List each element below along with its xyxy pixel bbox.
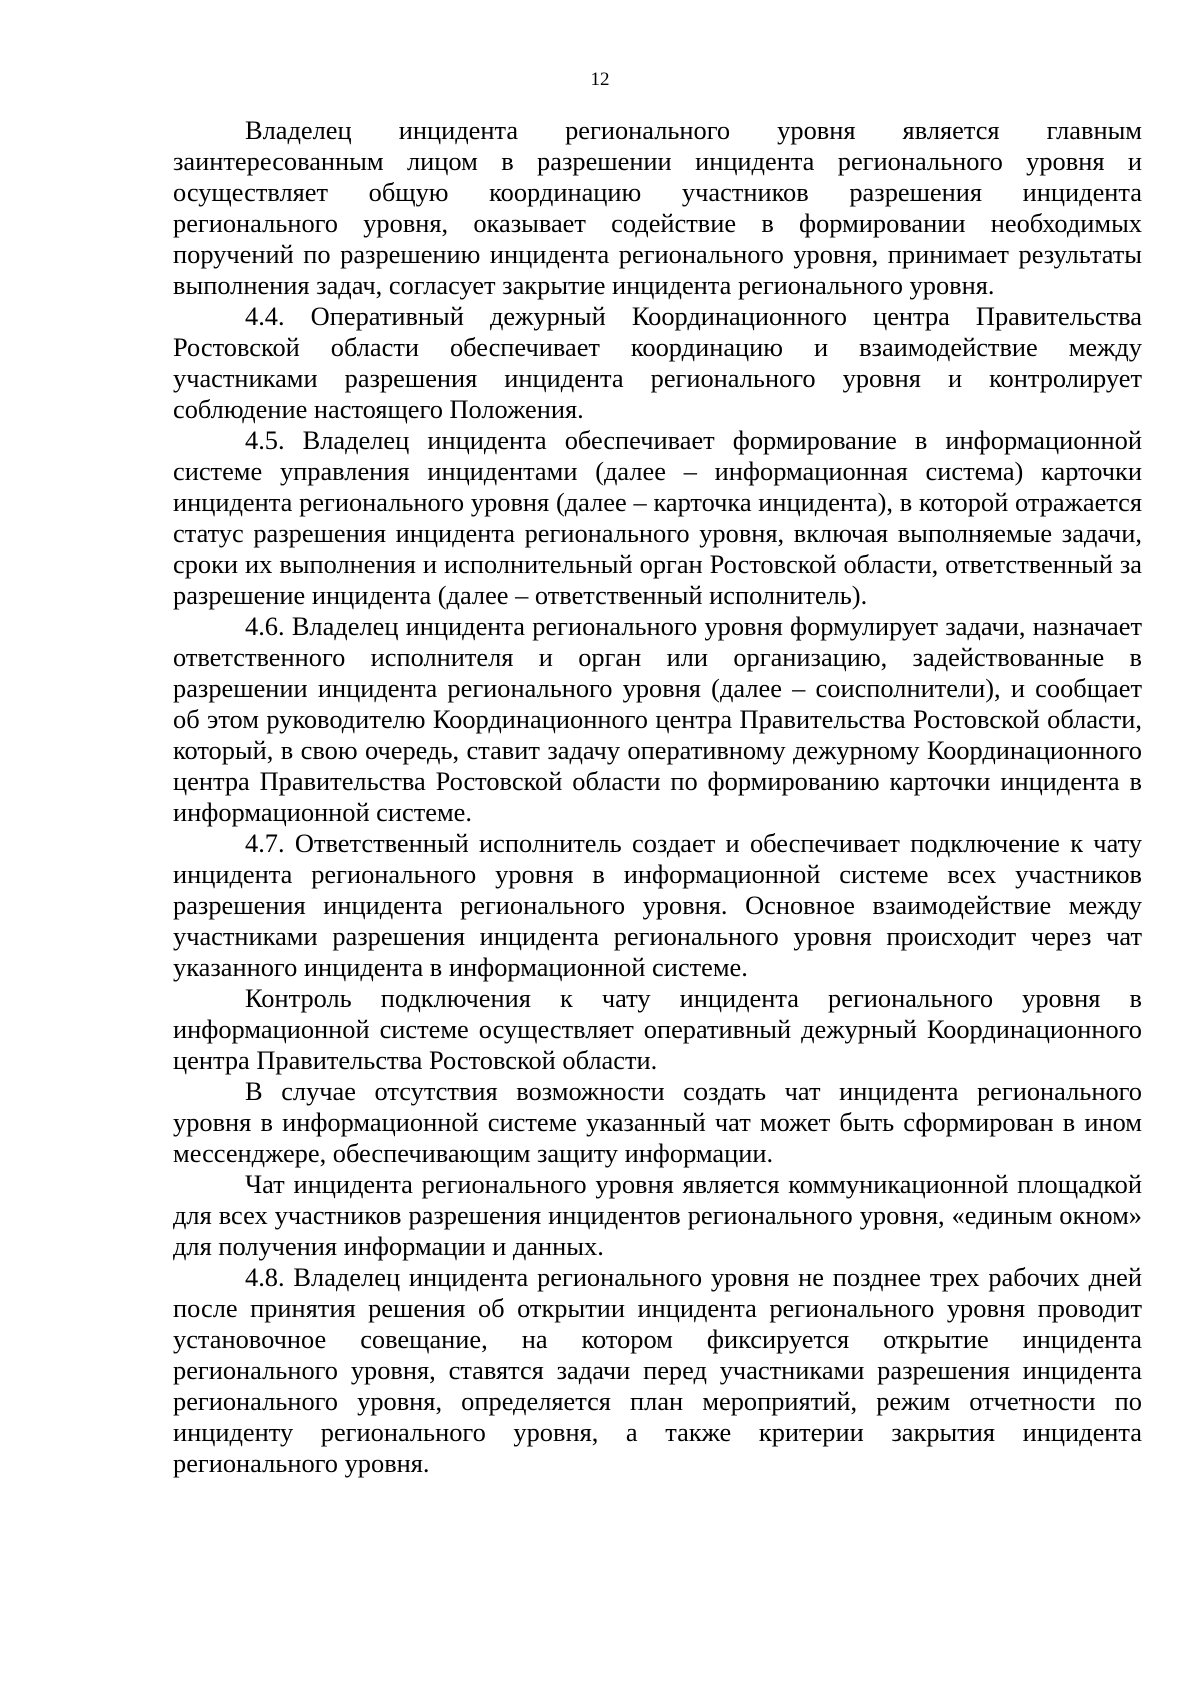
paragraph-4-7: 4.7. Ответственный исполнитель создает и обеспечивает подключение к чату инцидента регионального уровня в информационной системе всех участников разрешения инцидента регионального уровня. Основное взаимодействие между участниками разрешения инцидента регионального уровня происходит через чат указанного инцидента в информационной системе. <box>173 828 1142 982</box>
paragraph-owner-role: Владелец инцидента регионального уровня является главным заинтересованным лицом в разрешении инцидента регионального уровня и осуществляет общую координацию участников разрешения инцидента регионального уровня, оказывает содействие в формировании необходимых поручений по разрешению инцидента регионального уровня, принимает результаты выполнения задач, согласует закрытие инцидента регионального уровня. <box>173 115 1142 300</box>
page-number: 12 <box>590 69 610 90</box>
paragraph-4-4: 4.4. Оперативный дежурный Координационного центра Правительства Ростовской области обеспечивает координацию и взаимодействие между участниками разрешения инцидента регионального уровня и контролирует соблюдение настоящего Положения. <box>173 301 1142 424</box>
paragraph-4-6: 4.6. Владелец инцидента регионального уровня формулирует задачи, назначает ответственного исполнителя и орган или организацию, задействованные в разрешении инцидента регионального уровня (далее – соисполнители), и сообщает об этом руководителю Координационного центра Правительства Ростовской области, который, в свою очередь, ставит задачу оперативному дежурному Координационного центра Правительства Ростовской области по формированию карточки инцидента в информационной системе. <box>173 611 1142 827</box>
paragraph-alternative-messenger: В случае отсутствия возможности создать чат инцидента регионального уровня в информационной системе указанный чат может быть сформирован в ином мессенджере, обеспечивающим защиту информации. <box>173 1076 1142 1168</box>
paragraph-4-8: 4.8. Владелец инцидента регионального уровня не позднее трех рабочих дней после принятия решения об открытии инцидента регионального уровня проводит установочное совещание, на котором фиксируется открытие инцидента регионального уровня, ставятся задачи перед участниками разрешения инцидента регионального уровня, определяется план мероприятий, режим отчетности по инциденту регионального уровня, а также критерии закрытия инцидента регионального уровня. <box>173 1262 1142 1478</box>
document-body <box>173 115 1142 1479</box>
paragraph-4-5: 4.5. Владелец инцидента обеспечивает формирование в информационной системе управления инцидентами (далее – информационная система) карточки инцидента регионального уровня (далее – карточка инцидента), в которой отражается статус разрешения инцидента регионального уровня, включая выполняемые задачи, сроки их выполнения и исполнительный орган Ростовской области, ответственный за разрешение инцидента (далее – ответственный исполнитель). <box>173 425 1142 610</box>
paragraph-chat-control: Контроль подключения к чату инцидента регионального уровня в информационной системе осуществляет оперативный дежурный Координационного центра Правительства Ростовской области. <box>173 983 1142 1075</box>
paragraph-chat-purpose: Чат инцидента регионального уровня является коммуникационной площадкой для всех участников разрешения инцидентов регионального уровня, «единым окном» для получения информации и данных. <box>173 1169 1142 1261</box>
